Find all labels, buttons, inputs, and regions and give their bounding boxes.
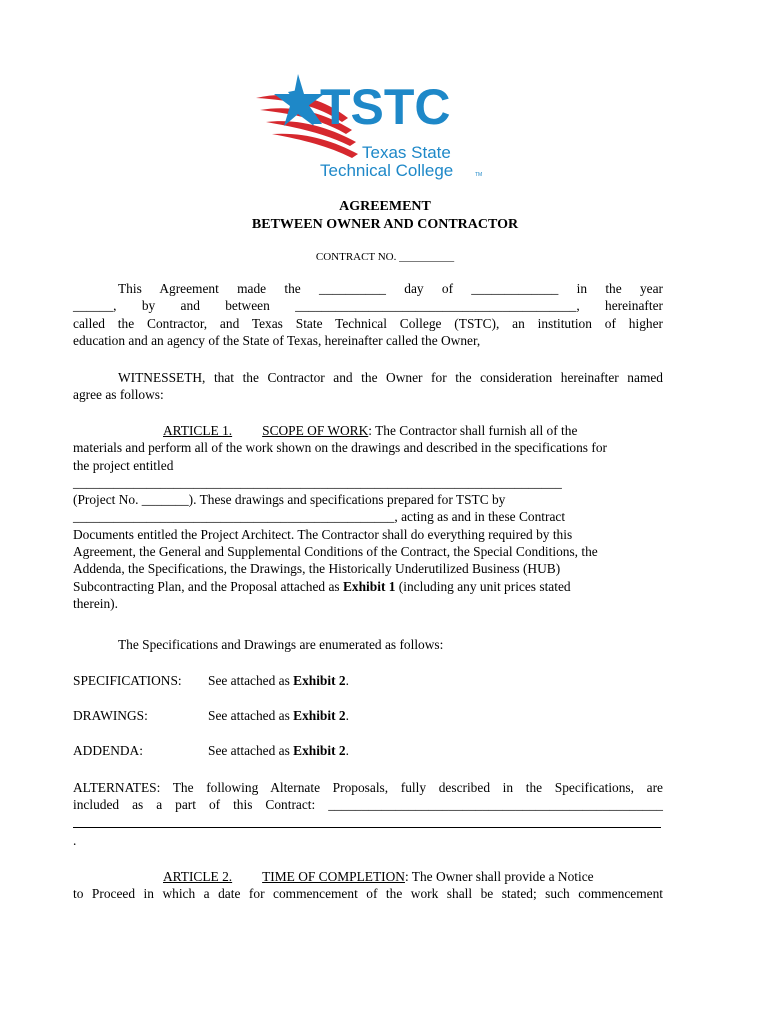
heading-agreement: AGREEMENT	[339, 199, 431, 214]
alternates-line: ALTERNATES: The following Alternate Proposals, fully described in the Specifications, are	[73, 780, 663, 795]
article-1-line: materials and perform all of the work shown on the drawings and described in the specifications for	[73, 440, 607, 456]
exhibit-text: See attached as	[208, 708, 294, 723]
article-2	[73, 868, 663, 903]
article-2-line: to Proceed in which a date for commencement of the work shall be stated; such commencement	[73, 886, 663, 902]
intro-line: education and an agency of the State of Texas, hereinafter called the Owner,	[73, 332, 481, 348]
exhibit-ref: Exhibit 2	[293, 673, 346, 688]
heading-between: BETWEEN OWNER AND CONTRACTOR	[251, 217, 519, 232]
article-1-line: ________________________________________________, acting as and in these Contract	[73, 509, 566, 525]
tstc-logo	[252, 68, 492, 186]
intro-paragraph	[73, 280, 663, 349]
exhibit-text: .	[345, 743, 349, 758]
alternates-line: included as a part of this Contract: __________________________________________________	[73, 797, 663, 813]
intro-line: ______, by and between __________________________________________, hereinafter	[73, 298, 663, 314]
alternates-paragraph	[73, 779, 663, 814]
logo-line1: Texas State	[362, 143, 451, 162]
alternates-rule	[73, 827, 661, 828]
exhibit-text: See attached as	[208, 673, 294, 688]
intro-line: This Agreement made the __________ day of _____________ in the year	[118, 281, 663, 296]
article-1-number: ARTICLE 1.	[163, 423, 233, 438]
alternates-period: .	[73, 833, 77, 848]
exhibit-label: DRAWINGS:	[73, 708, 148, 723]
contract-number: CONTRACT NO. __________	[315, 251, 455, 263]
exhibit-label: SPECIFICATIONS:	[73, 673, 182, 688]
article-2-number: ARTICLE 2.	[163, 869, 233, 884]
witness-line: WITNESSETH, that the Contractor and the Owner for the consideration hereinafter named	[118, 370, 663, 385]
article-1-heading-line	[73, 422, 663, 439]
enumeration-intro: The Specifications and Drawings are enumerated as follows:	[118, 637, 444, 652]
witness-line: agree as follows:	[73, 387, 164, 403]
article-2-heading-line	[73, 868, 663, 885]
article-1-line: Documents entitled the Project Architect. The Contractor shall do everything required by this	[73, 526, 573, 542]
article-1-line: Addenda, the Specifications, the Drawings, the Historically Underutilized Business (HUB)	[73, 561, 561, 577]
article-1-title: SCOPE OF WORK	[262, 423, 369, 438]
exhibit-row-addenda	[73, 742, 663, 759]
exhibit-text: .	[345, 708, 349, 723]
article-1-line: therein).	[73, 595, 118, 611]
article-1-line: (Project No. _______). These drawings and specifications prepared for TSTC by	[73, 492, 506, 508]
article-1	[73, 422, 663, 612]
exhibit-row-specifications	[73, 672, 663, 689]
article-2-title: TIME OF COMPLETION	[262, 869, 405, 884]
witness-paragraph	[73, 369, 663, 404]
exhibit-text: See attached as	[208, 743, 294, 758]
article-1-line	[73, 578, 663, 595]
logo-line2: Technical College	[320, 161, 454, 180]
exhibit-1-ref: Exhibit 1	[342, 578, 396, 594]
article-1-heading-rest: : The Contractor shall furnish all of the	[368, 423, 578, 438]
intro-line: called the Contractor, and Texas State Technical College (TSTC), an institution of higher	[73, 315, 663, 331]
article-2-heading-rest: : The Owner shall provide a Notice	[404, 869, 594, 884]
exhibit-text: .	[345, 673, 349, 688]
logo-tm: TM	[475, 172, 483, 178]
article-1-text: (including any unit prices stated	[395, 578, 571, 594]
project-title-blank: _________________________________________________________________________	[73, 474, 562, 490]
tstc-logo-graphic	[252, 68, 492, 186]
exhibit-row-drawings	[73, 707, 663, 724]
exhibit-ref: Exhibit 2	[293, 708, 346, 723]
logo-mark-text: TSTC	[320, 79, 451, 135]
article-1-line: the project entitled	[73, 457, 174, 473]
article-1-text: Subcontracting Plan, and the Proposal attached as	[73, 578, 343, 594]
exhibit-label: ADDENDA:	[73, 743, 143, 758]
article-1-line: Agreement, the General and Supplemental Conditions of the Contract, the Special Conditions, the	[73, 544, 598, 560]
exhibit-ref: Exhibit 2	[293, 743, 346, 758]
